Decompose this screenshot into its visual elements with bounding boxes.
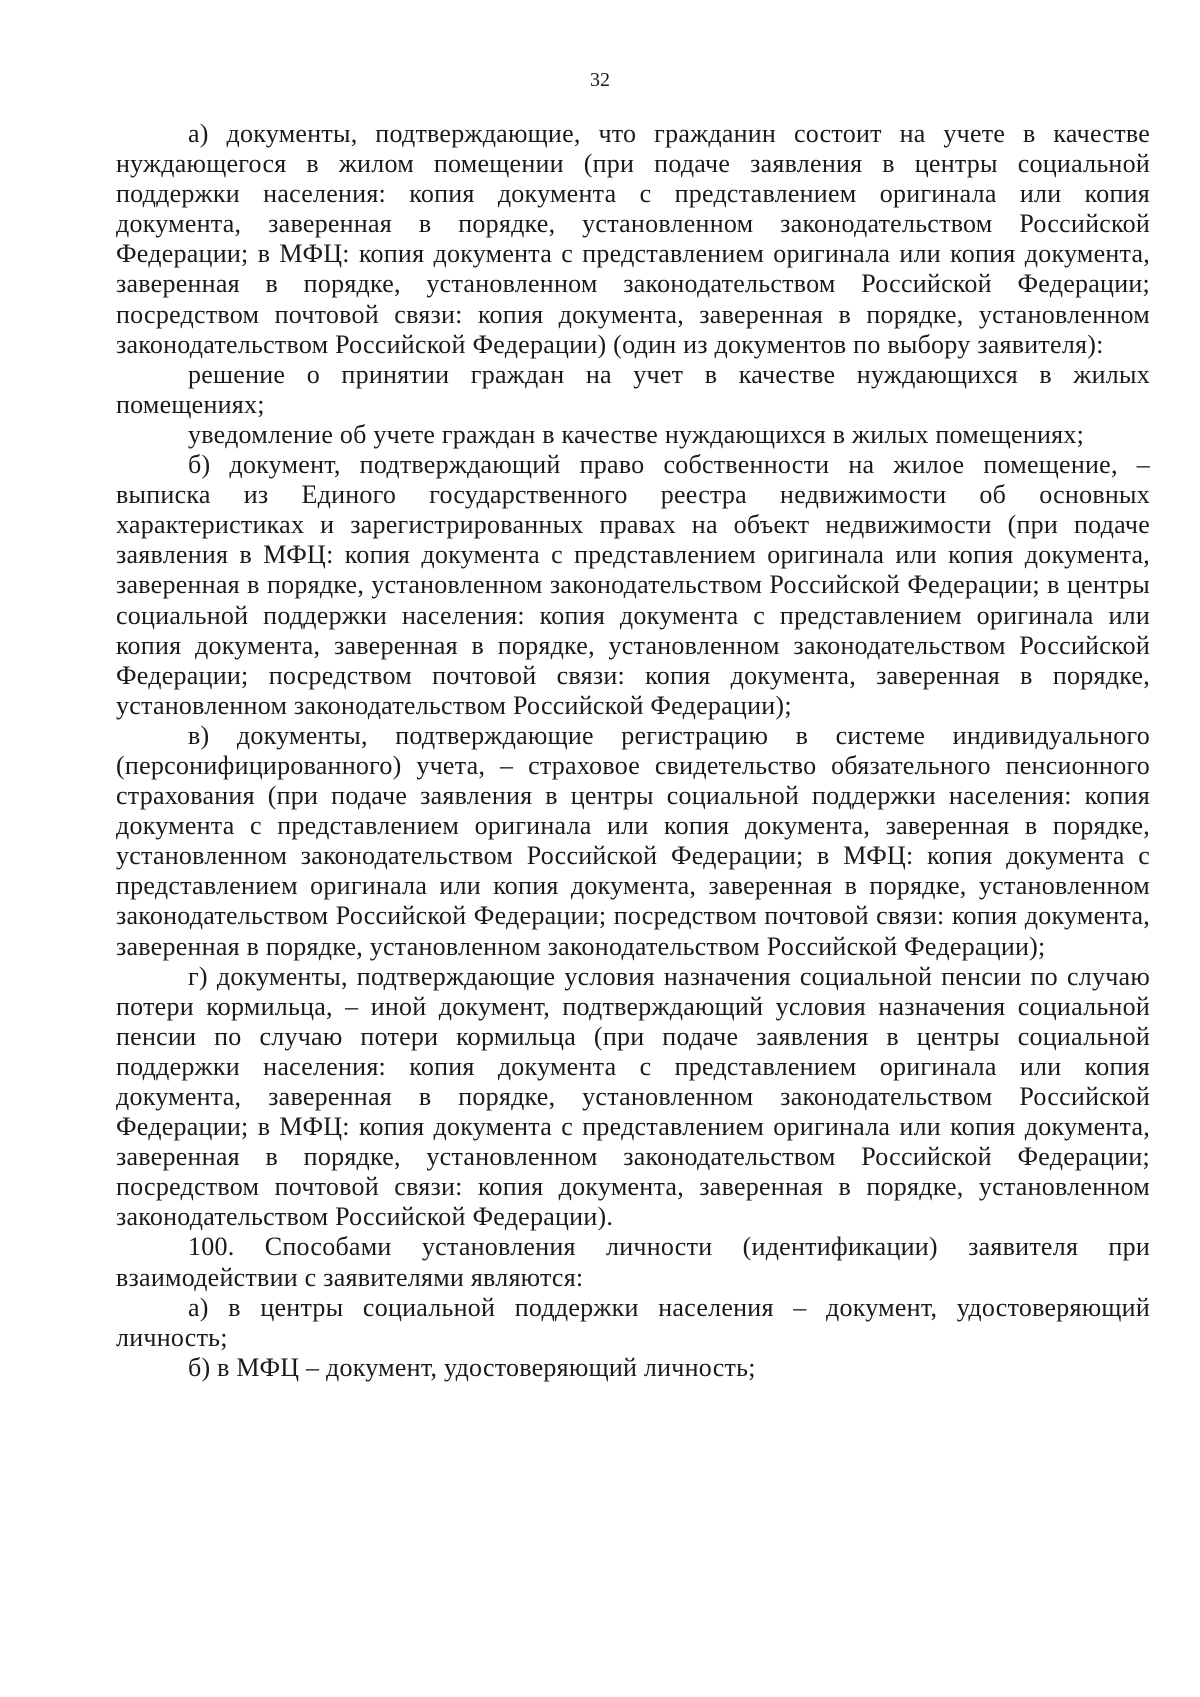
list-item-registration-decision: решение о принятии граждан на учет в качестве нуждающихся в жилых помещениях; bbox=[116, 359, 1150, 419]
list-item-registration-notice: уведомление об учете граждан в качестве нуждающихся в жилых помещениях; bbox=[188, 419, 1085, 449]
paragraph-b-ownership: б) документ, подтверждающий право собственности на жилое помещение, – выписка из Единого государственного реестра недвижимости об основных характеристиках и зарегистрированных правах на объект недвижимости (при подаче заявления в МФЦ: копия документа с представлением оригинала или копия документа, заверенная в порядке, установленном законодательством Российской Федерации; в центры социальной поддержки населения: копия документа с представлением оригинала или копия документа, заверенная в порядке, установленном законодательством Российской Федерации; посредством почтовой связи: копия документа, заверенная в порядке, установленном законодательством Российской Федерации); bbox=[116, 450, 1150, 720]
paragraph-100-identification: 100. Способами установления личности (идентификации) заявителя при взаимодействии с заявителями являются: bbox=[116, 1232, 1150, 1292]
paragraph-100-b-mfc: б) в МФЦ – документ, удостоверяющий личность; bbox=[188, 1352, 756, 1382]
paragraph-g-survivor-pension: г) документы, подтверждающие условия назначения социальной пенсии по случаю потери кормильца, – иной документ, подтверждающий условия назначения социальной пенсии по случаю потери кормильца (при подаче заявления в центры социальной поддержки населения: копия документа с представлением оригинала или копия документа, заверенная в порядке, установленном законодательством Российской Федерации; в МФЦ: копия документа с представлением оригинала или копия документа, заверенная в порядке, установленном законодательством Российской Федерации; посредством почтовой связи: копия документа, заверенная в порядке, установленном законодательством Российской Федерации). bbox=[116, 961, 1150, 1232]
paragraph-v-pension-registration: в) документы, подтверждающие регистрацию в системе индивидуального (персонифицированного) учета, – страховое свидетельство обязательного пенсионного страхования (при подаче заявления в центры социальной поддержки населения: копия документа с представлением оригинала или копия документа, заверенная в порядке, установленном законодательством Российской Федерации; в МФЦ: копия документа с представлением оригинала или копия документа, заверенная в порядке, установленном законодательством Российской Федерации; посредством почтовой связи: копия документа, заверенная в порядке, установленном законодательством Российской Федерации); bbox=[116, 720, 1150, 961]
document-body bbox=[116, 119, 1150, 1383]
page-number: 32 bbox=[590, 69, 610, 91]
paragraph-a-housing-registration: а) документы, подтверждающие, что гражданин состоит на учете в качестве нуждающегося в жилом помещении (при подаче заявления в центры социальной поддержки населения: копия документа с представлением оригинала или копия документа, заверенная в порядке, установленном законодательством Российской Федерации; в МФЦ: копия документа с представлением оригинала или копия документа, заверенная в порядке, установленном законодательством Российской Федерации; посредством почтовой связи: копия документа, заверенная в порядке, установленном законодательством Российской Федерации) (один из документов по выбору заявителя): bbox=[116, 119, 1150, 359]
paragraph-100-a-social-centers: а) в центры социальной поддержки населения – документ, удостоверяющий личность; bbox=[116, 1292, 1150, 1352]
